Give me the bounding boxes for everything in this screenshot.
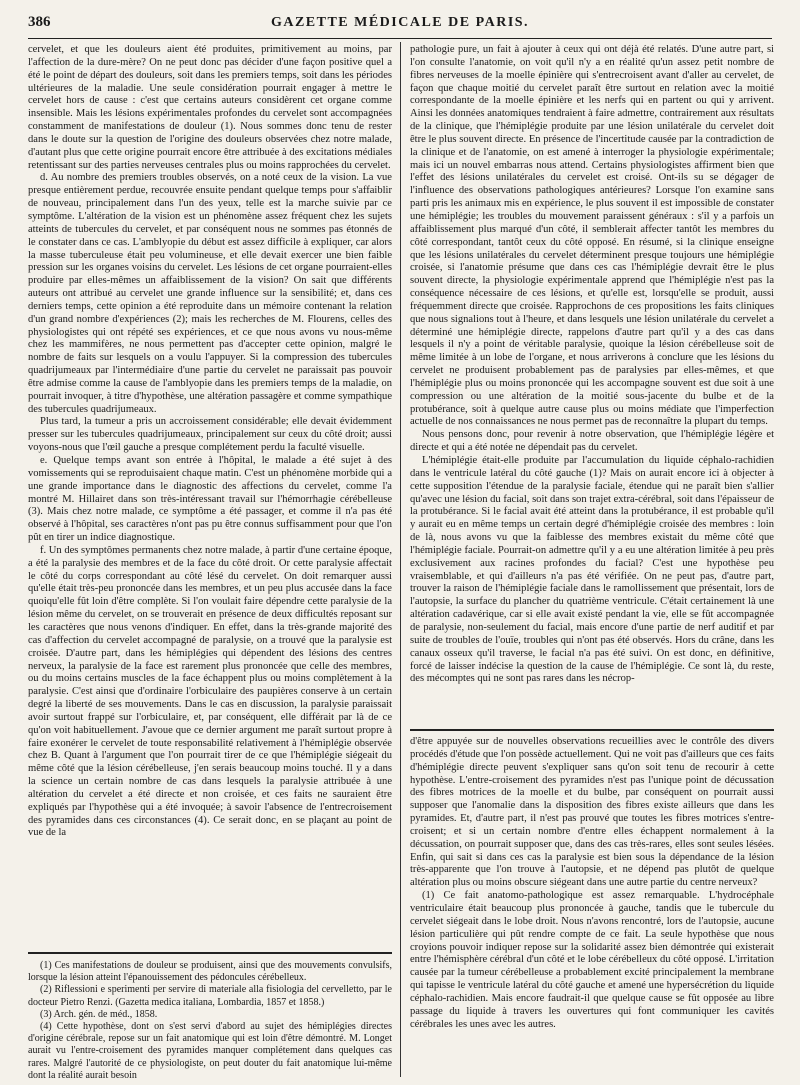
column-divider (400, 42, 401, 1077)
paragraph: d'être appuyée sur de nouvelles observations recueillies avec le contrôle des divers procédés d'étude que l'on possède actuellement. Qui ne voit pas d'ailleurs que ces faits d'hémiplégie directe peuvent s'expliquer sans qu'on soit tenu de recourir à cette hypothèse. L'entre-croisement des pyramides n'est pas l'unique point de décussation des fibres motrices de la moelle et du bulbe, par conséquent on pourrait aussi supposer que l'anomalie dans la disposition des fibres existe ailleurs que dans les pyramides. Et, d'autre part, il n'est pas prouvé que toutes les fibres motrices s'entre-croisent; et si un certain nombre d'entre elles échappent normalement à la décussation, on pourrait supposer que, dans des cas très-rares, elles sont seules lésées. Enfin, qui sait si dans ces cas la paralysie est bien sous la dépendance de la lésion très-apparente que l'on trouve à l'autopsie, et ne dépend pas plutôt de quelque altération plus ou moins obscure siégeant dans une autre partie du centre nerveux? (410, 736, 774, 889)
footnotes (28, 960, 392, 1081)
right-column-bottom (410, 736, 774, 1072)
footnote: (3) Arch. gén. de méd., 1858. (40, 1008, 158, 1020)
paragraph: e. Quelque temps avant son entrée à l'hôpital, le malade a été sujet à des vomissements qui se reproduisaient chaque matin. C'est un phénomène morbide qui a une grande importance dans le diagnostic des affections du cervelet, comme l'a montré M. Hillairet dans son très-intéressant travail sur l'hémorrhagie cérébelleuse (3). Mais chez notre malade, ce symptôme a été passager, et comme il n'a pas été observé à l'hôpital, ses caractères n'ont pas pu être connus suffisamment pour que l'on pût en tirer un indice diagnostique. (28, 455, 392, 544)
left-column (28, 44, 392, 950)
footnote: (2) Riflessioni e sperimenti per servire di materiale alla fisiologia del cervelletto, par le docteur Pietro Renzi. (Gazetta medica italiana, Lombardia, 1857 et 1858.) (28, 984, 392, 1008)
right-column-top (410, 44, 774, 726)
section-separator (410, 729, 774, 731)
paragraph: L'hémiplégie était-elle produite par l'accumulation du liquide céphalo-rachidien dans le ventricule latéral du côté gauche (1)? Mais on aurait encore ici à objecter à cette supposition l'étendue de la paralysie faciale, étendue qui ne paraît bien s'allier qu'avec une lésion du facial, soit dans son trajet extra-cérébral, soit dans l'épaisseur de la protubérance. Si le facial avait été atteint dans la protubérance, il est probable qu'il y aurait eu en même temps un certain degré d'hémiplégie croisée des membres : loin de là, nous avons vu que la faiblesse des membres existait du même côté que l'hémiplégie faciale. Pourrait-on admettre qu'il y a eu une altération limitée à peu près exclusivement aux racines profondes du facial? C'est une hypothèse peu vraisemblable, et qui d'ailleurs n'a pas été vérifiée. On ne peut pas, d'autre part, trouver la raison de l'hémiplégie faciale dans le ramollissement que présentait, lors de l'autopsie, la surface du plancher du quatrième ventricule. C'était certainement là une altération cadavérique, car si elle avait existé pendant la vie, elle se fût accompagnée de paralysie, non-seulement du facial, mais encore d'une partie de nerf auditif et par suite de troubles de l'ouïe, troubles qui n'ont pas été observés. Hors du crâne, dans les canaux osseux qu'il traverse, le facial n'a pas été suivi. On est donc, en définitive, forcé de laisser indécise la question de la cause de l'hémiplégie. Ce sont là, du reste, des mécomptes qui ne sont pas rares dans les nécrop- (410, 455, 774, 685)
paragraph: Plus tard, la tumeur a pris un accroissement considérable; elle devait évidemment presser sur les tubercules quadrijumeaux, principalement sur ceux du côté droit; aussi voyons-nous que l'œil gauche a presque complétement perdu la faculté visuelle. (28, 416, 392, 454)
paragraph: pathologie pure, un fait à ajouter à ceux qui ont déjà été relatés. D'une autre part, si l'on consulte l'anatomie, on voit qu'il n'y a en réalité qu'un assez petit nombre de fibres nerveuses de la moelle épinière qui s'entrecroisent avant d'aller au cervelet, de façon que chaque moitié du cervelet paraît être surtout en relation avec la moitié correspondante de la moelle épinière et les nerfs qui en partent ou qui y arrivent. Ainsi les données anatomiques tendraient à faire admettre, contrairement aux résultats de la clinique, que l'hémiplégie produite par une lésion unilatérale du cervelet doit être le plus souvent directe. En présence de l'incertitude causée par la contradiction de la clinique et de l'anatomie, on est amené à interroger la physiologie expérimentale; mais ici un nouvel embarras nous attend. Certains physiologistes affirment bien que l'effet des lésions unilatérales du cervelet est croisé. Ont-ils su se dégager de l'influence des observations pathologiques antérieures? Lorsque l'on examine sans parti pris les animaux mis en expérience, le plus souvent il est impossible de constater une hémiplégie; les troubles du mouvement paraissent généraux : s'il y a parfois un affaiblissement plus marqué d'un côté, il semblerait affecter tantôt les membres du côté correspondant, tantôt ceux du côté opposé. En résumé, si la clinique enseigne que les lésions unilatérales du cervelet déterminent presque toujours une hémiplégie croisée, si l'anatomie présume que dans ces cas l'hémiplégie devrait être le plus souvent directe, la physiologie expérimentale apprend que l'hémiplégie n'est pas la conséquence nécessaire de ces lésions, et qu'elle est, lorsqu'elle se produit, aussi fréquemment directe que croisée. Rapprochons de ces propositions les faits cliniques que nous signalions tout à l'heure, et dans lesquels une lésion unilatérale du cervelet a déterminé une hémiplégie directe, rappelons d'autre part qu'il y a des cas dans lesquels il n'y a point de véritable paralysie, quoique la lésion cérébelleuse soit de même limitée à un lobe de l'organe, et nous arriverons à conclure que les lésions du cervelet ne produisent probablement pas de paralysies par elles-mêmes, et que l'hémiplégie plus ou moins prononcée qui les accompagne souvent est due soit à une compression ou une altération de la moitié sous-jacente du bulbe et de la protubérance, soit à quelque autre cause plus ou moins médiate que l'imperfection actuelle de nos connaissances ne nous permet pas de reconnaître la plupart du temps. (410, 44, 774, 428)
footnote: (1) Ces manifestations de douleur se produisent, ainsi que des mouvements convulsifs, lorsque la lésion atteint l'épanouissement des pédoncules cérébelleux. (28, 960, 392, 984)
paragraph: cervelet, et que les douleurs aient été produites, primitivement au moins, par l'affection de la dure-mère? On ne peut donc pas décider d'une façon positive quel a été le point de départ des douleurs, soit dans les premiers temps, soit dans les périodes ultérieures de la maladie. Une seule considération pourrait engager à mettre le cervelet hors de cause : c'est que certains auteurs considèrent cet organe comme insensible. Mais les lésions expérimentales profondes du cervelet sont accompagnées constamment de manifestations de douleur (1). Nous sommes donc tenu de rester dans le doute sur la question de l'origine des douleurs observées chez notre malade, d'autant plus que cette origine pourrait encore être attribuée à des excitations médiales retentissant sur des parties nerveuses centrales plus ou moins rapprochées du cervelet. (28, 44, 392, 171)
paragraph: f. Un des symptômes permanents chez notre malade, à partir d'une certaine époque, a été la paralysie des membres et de la face du côté droit. Or cette paralysie affectait le côté du corps correspondant au côté lésé du cervelet. On doit remarquer aussi qu'elle était très-peu prononcée dans les membres, et un peu plus accusée dans la face quoiqu'elle fût loin d'être complète. Si l'on voulait faire dépendre cette paralysie de la lésion même du cervelet, on se trouverait en présence de deux difficultés reposant sur les caractères que nous venons d'indiquer. En effet, dans la très-grande majorité des cas d'affection du cervelet accompagné de paralysie, on a trouvé que la paralysie est croisée. D'autre part, dans les hémiplégies qui dépendent des lésions des centres nerveux, la paralysie de la face est rarement plus prononcée que celle des membres, ou du moins certains muscles de la face échappent plus ou moins complètement à la paralysie. C'est ainsi que d'ordinaire l'orbiculaire des paupières conserve à un certain degré la liberté de ses mouvements. Dans le cas en discussion, la paralysie paraissait avoir surtout frappé sur l'orbiculaire, et, par conséquent, elle différait par là de ce qu'on voit habituellement. J'avoue que ce dernier argument me paraît surtout propre à faire exonérer le cervelet de toute responsabilité relativement à l'hémiplégie observée chez B. Quant à l'argument que l'on pourrait tirer de ce que l'hémiplégie siégeait du même côté que la lésion cérébelleuse, j'en serais beaucoup moins touché. Il y a dans la science un certain nombre de cas dans lesquels la paralysie attribuée à une altération du cervelet a été directe et non croisée, et ces faits ne sauraient être expliqués par l'hypothèse qui a été invoquée; à savoir l'absence de l'entrecroisement des pyramides dans ces circonstances (4). Ce serait donc, en se plaçant au point de vue de la (28, 544, 392, 839)
journal-title: GAZETTE MÉDICALE DE PARIS. (270, 15, 530, 30)
paragraph: d. Au nombre des premiers troubles observés, on a noté ceux de la vision. La vue presque entièrement perdue, recouvrée ensuite pendant quelque temps pour s'affaiblir de nouveau, principalement dans l'un des yeux, telle est la marche suivie par ce symptôme. L'altération de la vision est un phénomène assez fréquent chez les sujets atteints de tubercules du cervelet, et par conséquent nous ne sommes pas étonnés de le constater dans ce cas. L'amblyopie du début est assez difficile à expliquer, car alors la masse tuberculeuse était peu volumineuse, et elle devait exercer une bien faible pression sur les organes voisins du cervelet. Les lésions de cet organe pourraient-elles produire par elles-mêmes un affaiblissement de la vision? On sait que différents auteurs ont attribué au cervelet une grande influence sur la sensibilité; et, dans ces derniers temps, cette opinion a été reproduite dans un mémoire contenant la relation d'un grand nombre d'expériences (2); mais les recherches de M. Flourens, celles des physiologistes qui ont répété ses expériences, et ce que nous avons vu nous-même chez les mammifères, ne nous permettent pas d'accepter cette opinion, malgré le nombre de faits sur lesquels on a voulu l'appuyer. Si la compression des tubercules quadrijumeaux par l'intermédiaire d'une partie du cervelet ne paraissait pas pouvoir être admise comme la cause de l'amblyopie dans les premiers temps de la maladie, on pourrait invoquer, à titre d'hypothèse, une altération passagère et comme sympathique des tubercules quadrijumeaux. (28, 172, 392, 415)
paragraph: Nous pensons donc, pour revenir à notre observation, que l'hémiplégie légère et directe et qui a été notée ne dépendait pas du cervelet. (410, 429, 774, 454)
footnote: (4) Cette hypothèse, dont on s'est servi d'abord au sujet des hémiplégies directes d'origine cérébrale, repose sur un fait anatomique qui est loin d'être démontré. M. Longet aurait vu l'entre-croisement des pyramides manquer complétement dans quelques cas rares. Malgré l'autorité de ce physiologiste, on peut douter du fait anatomique lui-même dont la réalité aurait besoin (28, 1021, 392, 1081)
page-header (28, 12, 772, 39)
footnote: (1) Ce fait anatomo-pathologique est assez remarquable. L'hydrocéphale ventriculaire était beaucoup plus prononcée à gauche, tandis que le tubercule du cervelet siégeait dans le lobe droit. Nous n'avons rencontré, lors de l'autopsie, aucune lésion particulière qui pût rendre compte de ce fait. La seule hypothèse que nous croyions pouvoir indiquer repose sur la solidarité assez bien démontrée qui existerait entre l'hémisphère cérébral d'un côté et le lobe cérébelleux du côté opposé. L'irritation causée par la tumeur cérébelleuse a probablement excité principalement la membrane qui tapisse le ventricule latéral du côté gauche et amené une hypersécrétion du liquide céphalo-rachidien. Mais encore faudrait-il que quelque cause se fût opposée au libre passage du liquide à travers les ouvertures qui font communiquer les cavités cérébrales les unes avec les autres. (410, 890, 774, 1030)
footnote-separator (28, 952, 392, 954)
page-number: 386 (28, 14, 51, 30)
